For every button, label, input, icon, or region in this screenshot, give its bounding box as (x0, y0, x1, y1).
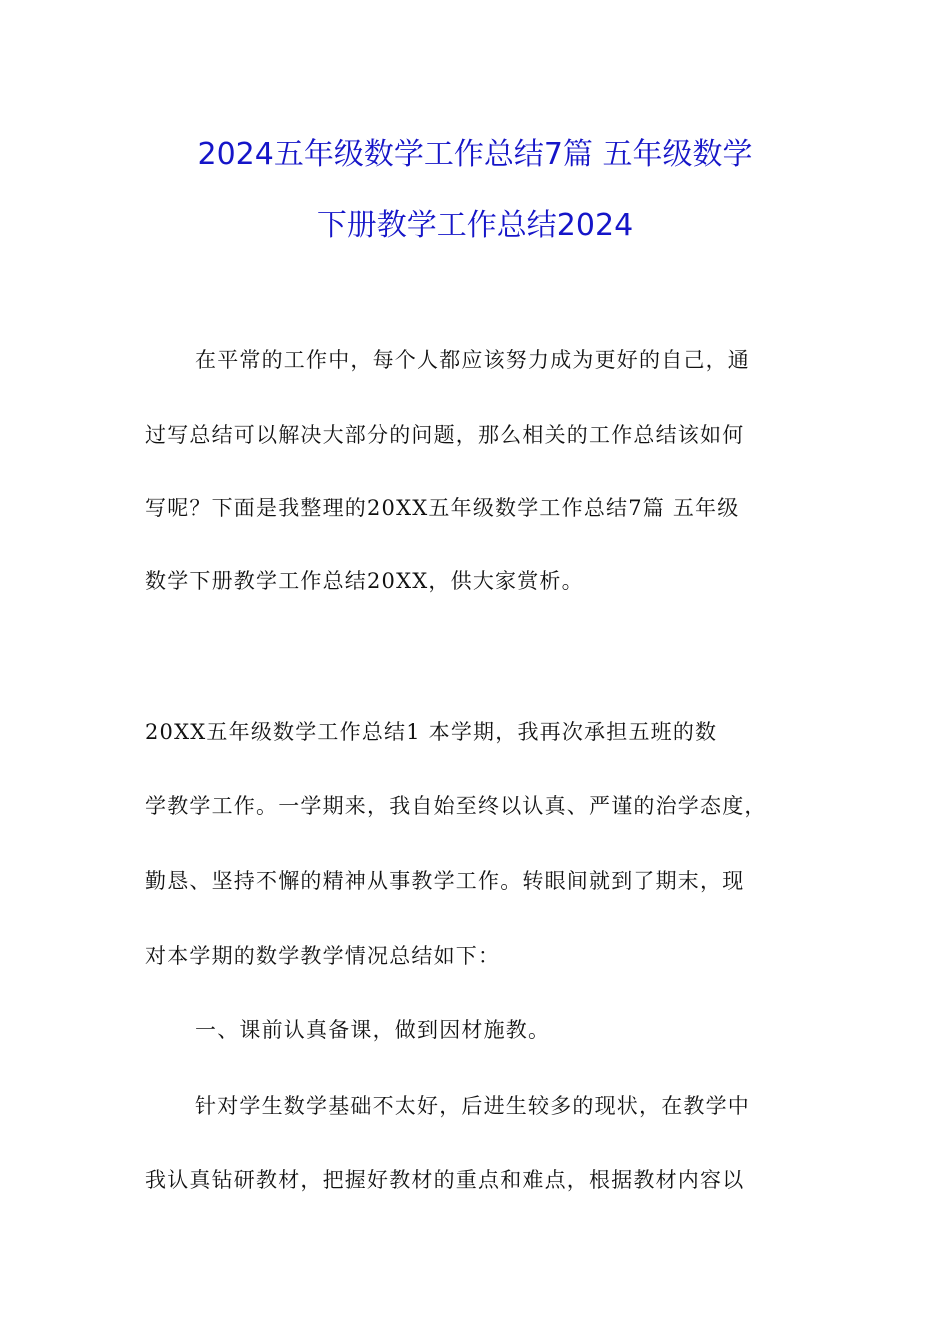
intro-line-4: 数学下册教学工作总结20XX，供大家赏析。 (145, 569, 584, 593)
document-title-line-2: 下册教学工作总结2024 (316, 208, 634, 243)
intro-line-2: 过写总结可以解决大部分的问题，那么相关的工作总结该如何 (145, 423, 745, 447)
section1-line-2: 学教学工作。一学期来，我自始至终以认真、严谨的治学态度， (145, 794, 767, 818)
section1-line-3: 勤恳、坚持不懈的精神从事教学工作。转眼间就到了期末，现 (145, 869, 745, 893)
section1-line-4: 对本学期的数学教学情况总结如下： (145, 944, 501, 968)
section1-line-1: 20XX五年级数学工作总结1 本学期，我再次承担五班的数 (145, 720, 718, 744)
intro-line-1: 在平常的工作中，每个人都应该努力成为更好的自己，通 (195, 348, 750, 372)
document-title-line-1: 2024五年级数学工作总结7篇 五年级数学 (197, 137, 753, 172)
paragraph-line-2: 我认真钻研教材，把握好教材的重点和难点，根据教材内容以 (145, 1168, 745, 1192)
paragraph-line-1: 针对学生数学基础不太好，后进生较多的现状，在教学中 (195, 1094, 750, 1118)
section-heading-1: 一、课前认真备课，做到因材施教。 (195, 1018, 551, 1042)
intro-line-3: 写呢？下面是我整理的20XX五年级数学工作总结7篇 五年级 (145, 496, 740, 520)
